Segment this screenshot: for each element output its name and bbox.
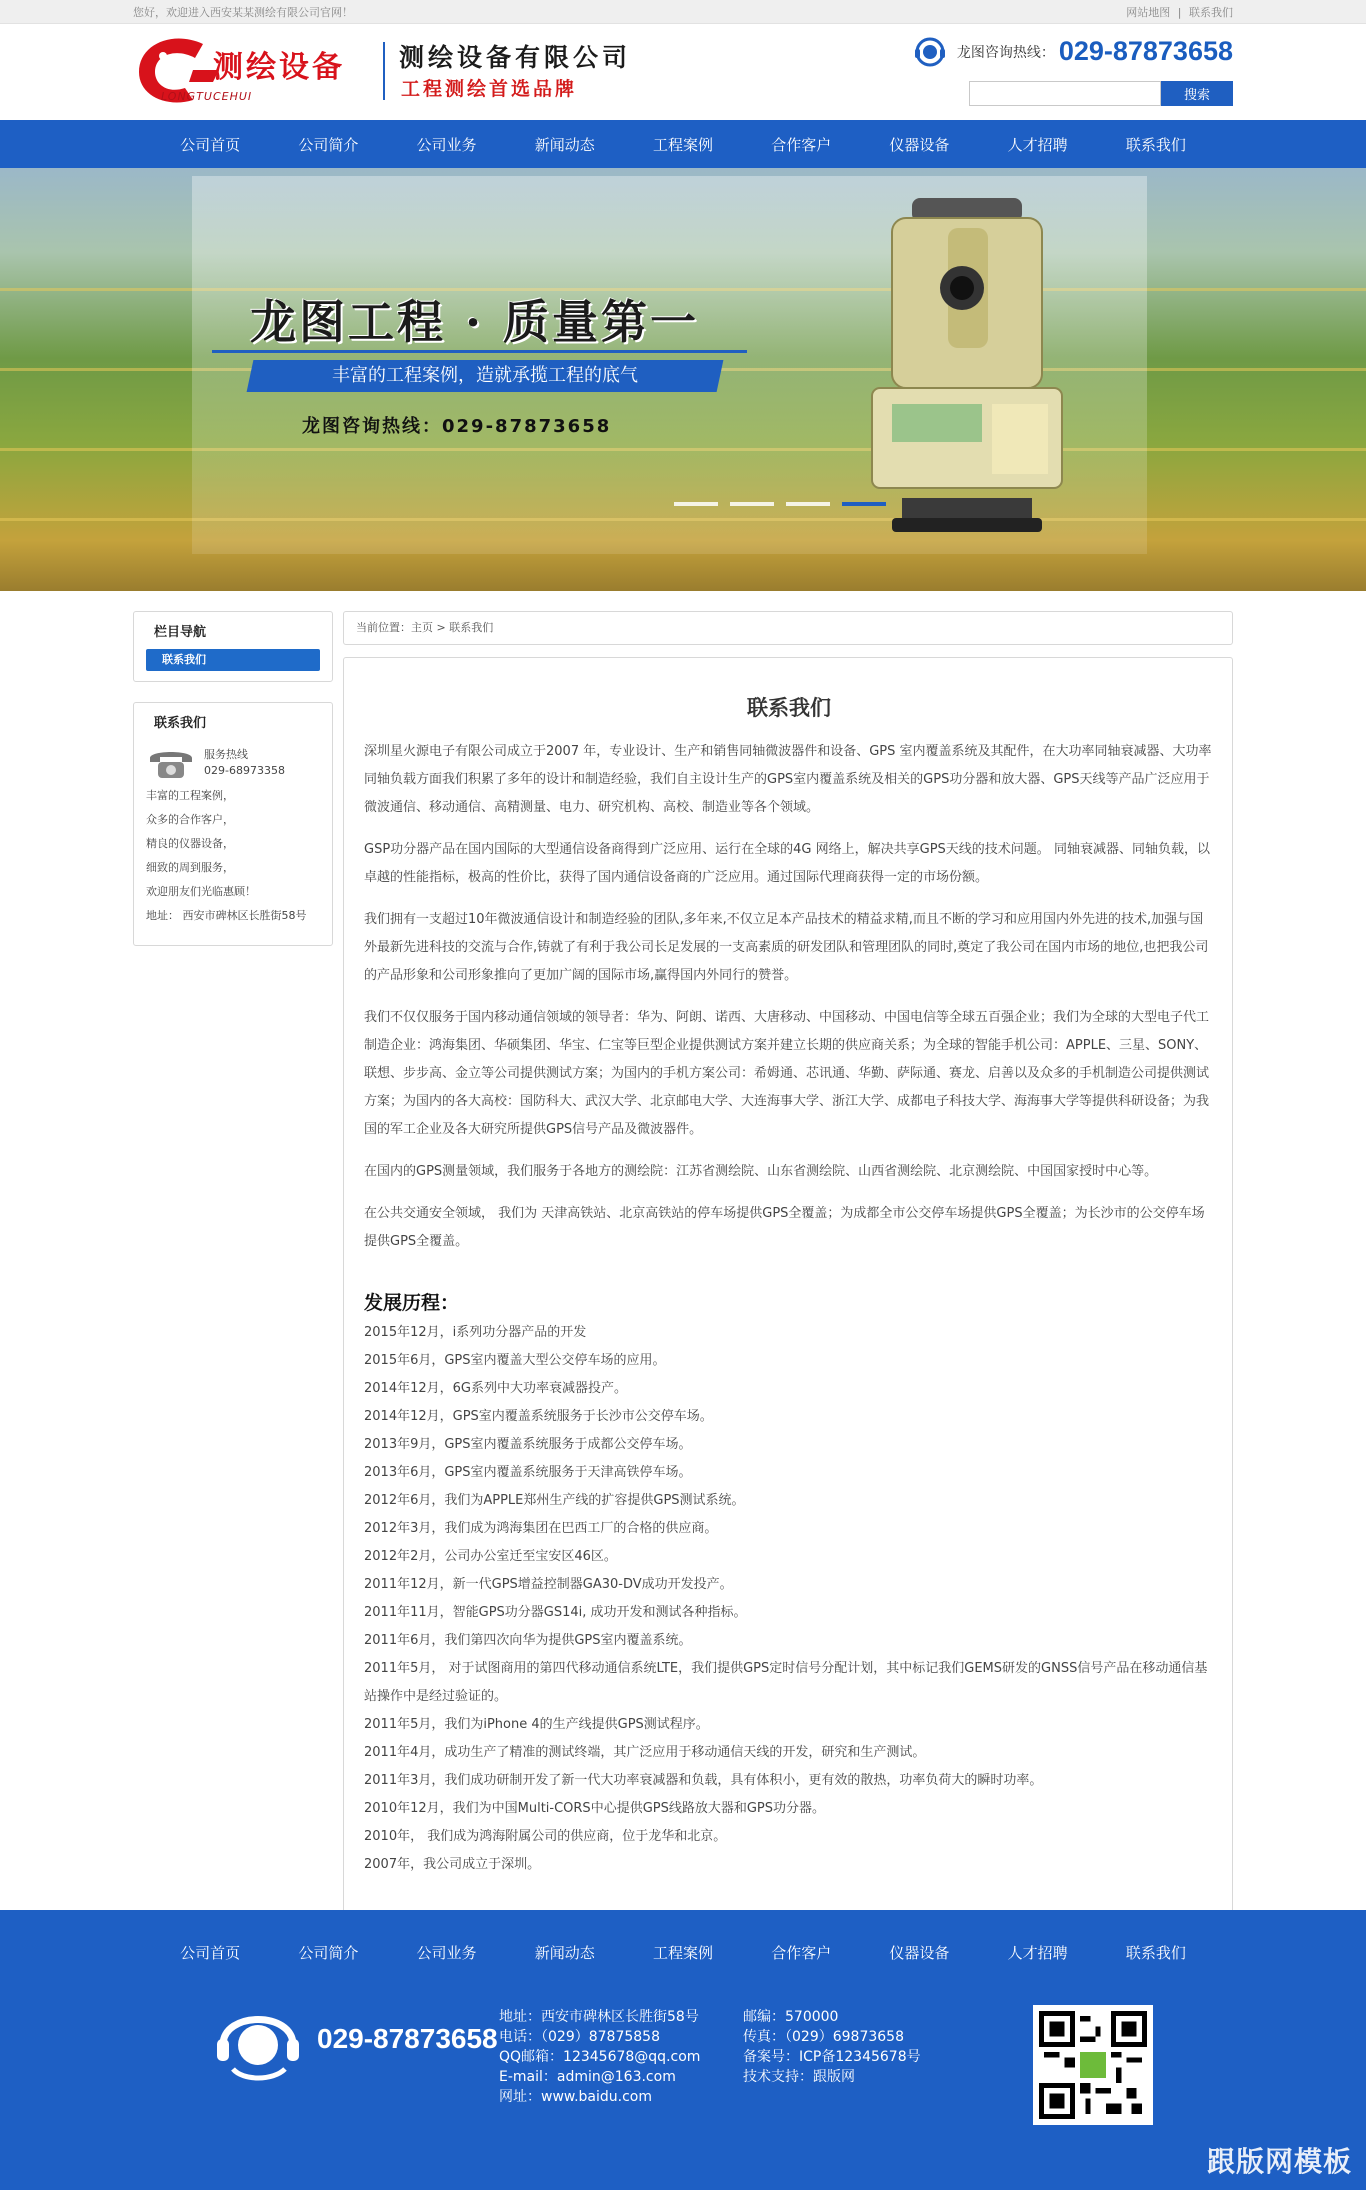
footer-email: E-mail：admin@163.com	[499, 2069, 676, 2085]
welcome-text: 您好，欢迎进入西安某某测绘有限公司官网！	[133, 6, 353, 19]
contact-link[interactable]: 联系我们	[1189, 6, 1233, 19]
breadcrumb-home[interactable]: 主页	[411, 621, 433, 634]
sidebar	[133, 611, 333, 946]
contact-line: 丰富的工程案例，	[146, 789, 234, 802]
company-slogan: 工程测绘首选品牌	[401, 78, 578, 100]
nav-item-contact[interactable]: 联系我们	[1125, 135, 1186, 154]
history-item: 2013年9月，GPS室内覆盖系统服务于成都公交停车场。	[364, 1437, 692, 1452]
telephone-icon	[146, 746, 196, 780]
headset-icon	[913, 37, 947, 67]
contact-line: 欢迎朋友们光临惠顾！	[146, 885, 256, 898]
article-paragraph: GSP功分器产品在国内国际的大型通信设备商得到广泛应用、运行在全球的4G 网络上，解决共享GPS天线的技术问题。 同轴衰减器、同轴负载，以卓越的性能指标，极高的性价比，获得了国内通信设备商的广泛应用。通过国际代理商获得一定的市场份额。	[364, 842, 1210, 885]
footer-nav-business[interactable]: 公司业务	[416, 1944, 477, 1962]
footer-nav-equipment[interactable]: 仪器设备	[889, 1944, 950, 1962]
main-nav	[0, 120, 1366, 168]
header-divider	[383, 42, 385, 100]
footer-address-col	[499, 2007, 700, 2107]
header	[0, 24, 1366, 120]
history-item: 2012年6月，我们为APPLE郑州生产线的扩容提供GPS测试系统。	[364, 1493, 745, 1508]
footer-support: 技术支持：跟版网	[743, 2069, 855, 2085]
slide-indicators	[674, 502, 898, 506]
footer-icp: 备案号：ICP备12345678号	[743, 2049, 921, 2065]
footer-phone: 029-87873658	[317, 2023, 498, 2054]
nav-item-news[interactable]: 新闻动态	[534, 135, 595, 154]
nav-item-jobs[interactable]: 人才招聘	[1007, 135, 1068, 154]
page-title: 联系我们	[747, 696, 831, 720]
history-item: 2014年12月，GPS室内覆盖系统服务于长沙市公交停车场。	[364, 1409, 713, 1424]
banner-overlay	[192, 176, 1147, 554]
footer-tel: 电话：（029）87875858	[499, 2029, 660, 2045]
history-item: 2011年11月，智能GPS功分器GS14i, 成功开发和测试各种指标。	[364, 1605, 747, 1620]
breadcrumb-prefix: 当前位置：	[356, 621, 411, 634]
sidebar-contact-lines	[134, 780, 332, 932]
footer-nav-home[interactable]: 公司首页	[180, 1944, 241, 1962]
watermark: 跟版网模板	[1206, 2145, 1352, 2178]
banner-hotline: 龙图咨询热线：029-87873658	[302, 416, 612, 437]
sidebar-contact-title: 联系我们	[154, 716, 207, 731]
breadcrumb-sep: >	[436, 621, 446, 634]
hotline-label: 龙图咨询热线：	[956, 44, 1055, 61]
nav-item-cases[interactable]: 工程案例	[652, 135, 713, 154]
header-hotline	[913, 36, 1233, 67]
history-item: 2010年12月，我们为中国Multi-CORS中心提供GPS线路放大器和GPS功分器。	[364, 1801, 826, 1816]
footer-nav-about[interactable]: 公司简介	[298, 1944, 359, 1962]
article-paragraph: 在国内的GPS测量领域，我们服务于各地方的测绘院：江苏省测绘院、山东省测绘院、山西省测绘院、北京测绘院、中国国家授时中心等。	[364, 1164, 1158, 1179]
history-list	[364, 1319, 1214, 1879]
footer-postcode: 邮编：570000	[743, 2009, 839, 2025]
history-item: 2007年，我公司成立于深圳。	[364, 1857, 541, 1872]
history-item: 2015年12月，i系列功分器产品的开发	[364, 1325, 587, 1340]
footer-nav-cases[interactable]: 工程案例	[652, 1944, 713, 1962]
contact-line: 细致的周到服务，	[146, 861, 234, 874]
main-content-area	[133, 591, 1233, 1961]
history-item: 2012年2月，公司办公室迁至宝安区46区。	[364, 1549, 617, 1564]
logo[interactable]	[133, 30, 393, 112]
banner-subtitle: 丰富的工程案例，造就承揽工程的底气	[332, 365, 638, 386]
article-paragraph: 我们拥有一支超过10年微波通信设计和制造经验的团队,多年来,不仅立足本产品技术的精益求精,而且不断的学习和应用国内外先进的技术,加强与国外最新先进科技的交流与合作,铸就了有利于我公司长足发展的一支高素质的研发团队和管理团队的同时,奠定了我公司在国内市场的地位,也把我公司的产品形象和公司形象推向了更加广阔的国际市场,赢得国内外同行的赞誉。	[364, 912, 1209, 983]
footer-nav	[133, 1910, 1233, 1963]
content-column	[343, 611, 1233, 1933]
search-bar	[969, 81, 1233, 106]
footer-info	[133, 1963, 1233, 2143]
history-item: 2010年， 我们成为鸿海附属公司的供应商，位于龙华和北京。	[364, 1829, 727, 1844]
search-button[interactable]: 搜索	[1161, 81, 1233, 106]
history-item: 2011年3月，我们成功研制开发了新一代大功率衰减器和负载，具有体积小，更有效的散热，功率负荷大的瞬时功率。	[364, 1773, 1043, 1788]
qr-code-icon	[1039, 2011, 1147, 2119]
slide-dot[interactable]	[730, 502, 774, 506]
logo-title: 测绘设备	[213, 50, 345, 85]
history-item: 2012年3月，我们成为鸿海集团在巴西工厂的合格的供应商。	[364, 1521, 718, 1536]
article-paragraph: 在公共交通安全领域， 我们为 天津高铁站、北京高铁站的停车场提供GPS全覆盖；为成都全市公交停车场提供GPS全覆盖；为长沙市的公交停车场提供GPS全覆盖。	[364, 1206, 1205, 1249]
tel-label: 服务热线	[204, 748, 248, 761]
history-item: 2015年6月，GPS室内覆盖大型公交停车场的应用。	[364, 1353, 666, 1368]
breadcrumb	[343, 611, 1233, 645]
sidebar-contact-box	[133, 702, 333, 946]
slide-dot-active[interactable]	[842, 502, 886, 506]
hotline-number: 029-87873658	[1058, 36, 1233, 66]
article-paragraph: 我们不仅仅服务于国内移动通信领域的领导者：华为、阿朗、诺西、大唐移动、中国移动、中国电信等全球五百强企业；我们为全球的大型电子代工制造企业：鸿海集团、华硕集团、华宝、仁宝等巨型企业提供测试方案并建立长期的供应商关系；为全球的智能手机公司：APPLE、三星、SONY、联想、步步高、金立等公司提供测试方案；为国内的手机方案公司：希姆通、芯讯通、华勤、萨际通、赛龙、启善以及众多的手机制造公司提供测试方案；为国内的各大高校：国防科大、武汉大学、北京邮电大学、大连海事大学、浙江大学、成都电子科技大学、海海事大学等提供科研设备；为我国的军工企业及各大研究所提供GPS信号产品及微波器件。	[364, 1010, 1210, 1137]
footer-address: 地址：西安市碑林区长胜街58号	[499, 2009, 699, 2025]
nav-item-clients[interactable]: 合作客户	[771, 135, 832, 154]
contact-address: 地址： 西安市碑林区长胜街58号	[146, 909, 307, 922]
nav-item-equipment[interactable]: 仪器设备	[889, 135, 950, 154]
nav-item-business[interactable]: 公司业务	[416, 135, 477, 154]
footer-misc-col	[743, 2007, 921, 2087]
history-item: 2013年6月，GPS室内覆盖系统服务于天津高铁停车场。	[364, 1465, 692, 1480]
company-name: 测绘设备有限公司	[399, 43, 632, 72]
article	[343, 657, 1233, 1933]
banner-underline	[212, 350, 747, 353]
history-item: 2011年4月，成功生产了精准的测试终端，其广泛应用于移动通信天线的开发，研究和生产测试。	[364, 1745, 926, 1760]
banner-title: 龙图工程 · 质量第一	[250, 295, 700, 349]
breadcrumb-current: 联系我们	[449, 621, 494, 634]
sitemap-link[interactable]: 网站地图	[1126, 6, 1171, 19]
history-title: 发展历程：	[364, 1292, 460, 1314]
slide-dot[interactable]	[674, 502, 718, 506]
top-links	[1122, 4, 1233, 20]
history-item: 2011年12月，新一代GPS增益控制器GA30-DV成功开发投产。	[364, 1577, 733, 1592]
top-bar	[0, 0, 1366, 24]
footer-nav-jobs[interactable]: 人才招聘	[1007, 1944, 1068, 1962]
nav-item-about[interactable]: 公司简介	[298, 135, 359, 154]
total-station-icon	[852, 198, 1082, 538]
qr-code	[1033, 2005, 1153, 2125]
history-item: 2011年5月，我们为iPhone 4的生产线提供GPS测试程序。	[364, 1717, 709, 1732]
footer-qq: QQ邮箱：12345678@qq.com	[499, 2049, 701, 2065]
contact-line: 精良的仪器设备，	[146, 837, 234, 850]
tel-number: 029-68973358	[204, 764, 285, 777]
article-paragraph: 深圳星火源电子有限公司成立于2007 年，专业设计、生产和销售同轴微波器件和设备、GPS 室内覆盖系统及其配件，在大功率同轴衰减器、大功率同轴负载方面我们积累了多年的设计和制造经验，我们自主设计生产的GPS室内覆盖系统及相关的GPS功分器和放大器、GPS天线等产品广泛应用于微波通信、移动通信、高精测量、电力、研究机构、高校、制造业等各个领域。	[364, 744, 1212, 815]
footer-fax: 传真：（029）69873658	[743, 2029, 904, 2045]
column-nav-title: 栏目导航	[154, 625, 207, 640]
footer-website: 网址：www.baidu.com	[499, 2089, 652, 2105]
contact-line: 众多的合作客户，	[146, 813, 234, 826]
footer	[0, 1910, 1366, 2190]
footer-nav-news[interactable]: 新闻动态	[534, 1944, 595, 1962]
history-item: 2011年5月， 对于试图商用的第四代移动通信系统LTE，我们提供GPS定时信号分配计划，其中标记我们GEMS研发的GNSS信号产品在移动通信基站操作中是经过验证的。	[364, 1661, 1208, 1704]
history-item: 2011年6月，我们第四次向华为提供GPS室内覆盖系统。	[364, 1633, 692, 1648]
nav-item-home[interactable]: 公司首页	[180, 135, 241, 154]
hero-banner[interactable]	[0, 168, 1366, 591]
logo-subtitle: LONGTUCEHUI	[161, 90, 253, 103]
sidebar-tel	[134, 740, 332, 780]
footer-nav-contact[interactable]: 联系我们	[1125, 1944, 1186, 1962]
history-item: 2014年12月，6G系列中大功率衰减器投产。	[364, 1381, 627, 1396]
sidebar-item-contact[interactable]: 联系我们	[146, 649, 320, 671]
separator: |	[1177, 6, 1182, 19]
customer-service-icon	[213, 2001, 303, 2083]
search-input[interactable]	[969, 81, 1161, 106]
footer-nav-clients[interactable]: 合作客户	[771, 1944, 832, 1962]
column-nav-box	[133, 611, 333, 682]
slide-dot[interactable]	[786, 502, 830, 506]
